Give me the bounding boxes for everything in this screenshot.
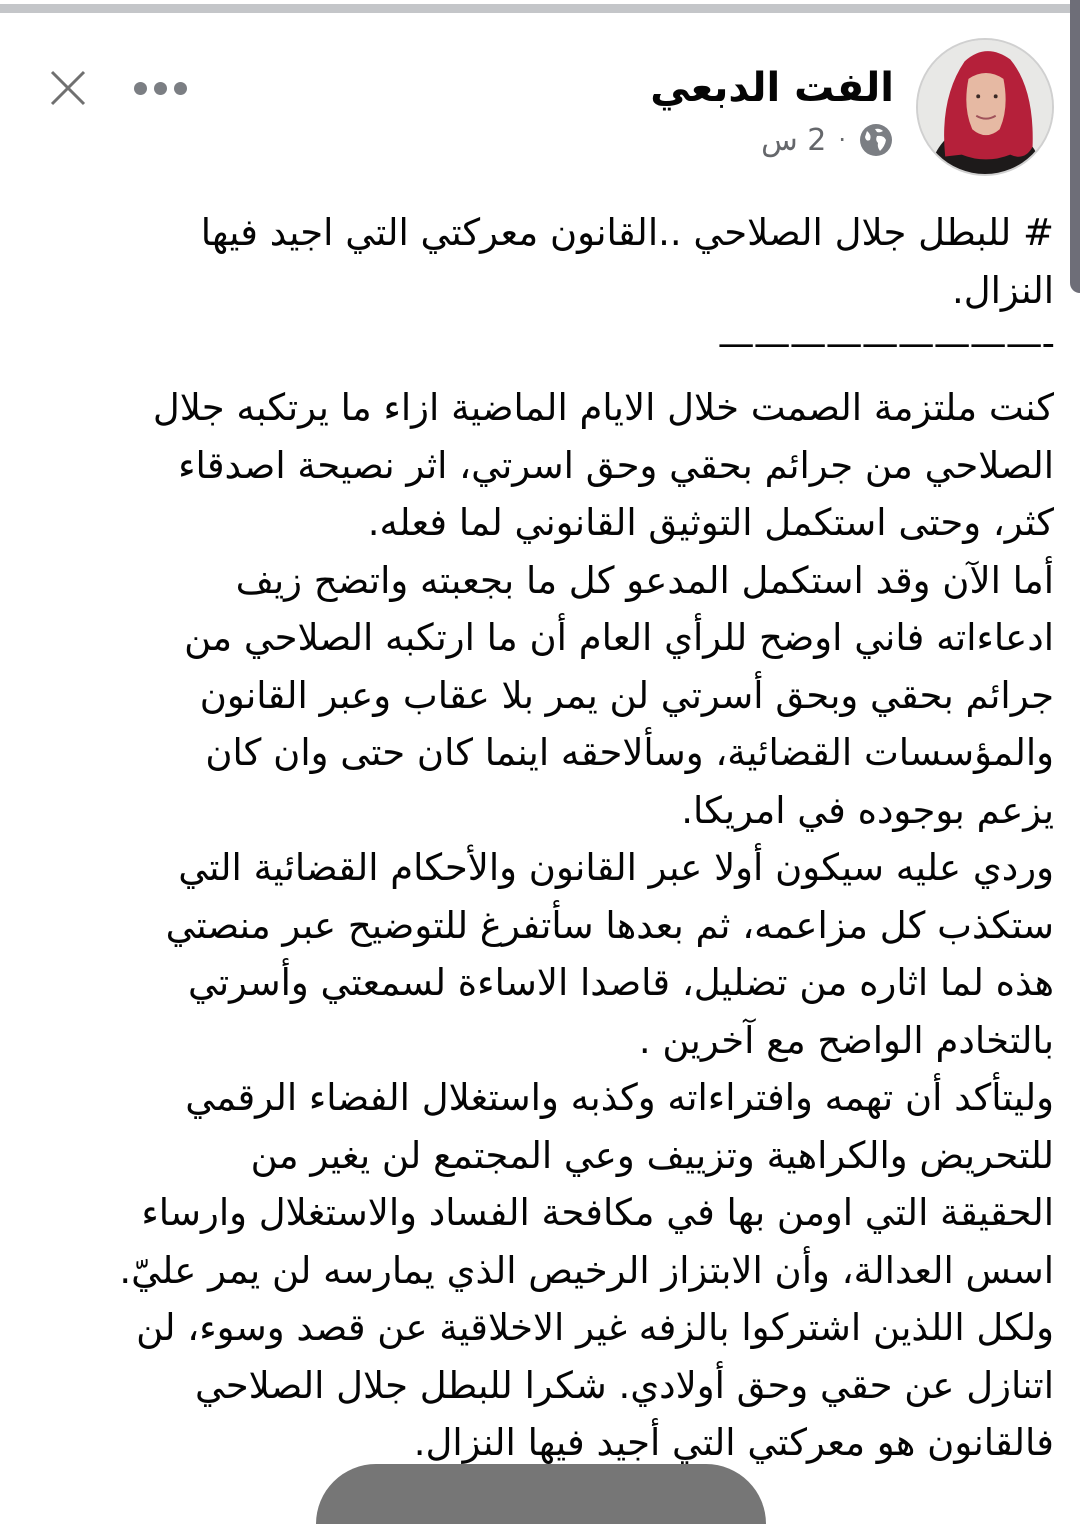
post-body-line: بالتخادم الواضح مع آخرين . xyxy=(638,1018,1054,1062)
post-title-line: النزال. xyxy=(951,268,1054,312)
meta-separator: · xyxy=(838,126,846,154)
post-body-line: أما الآن وقد استكمل المدعو كل ما بجعبته واتضح زيف xyxy=(235,558,1054,602)
close-icon[interactable] xyxy=(48,68,88,108)
post-body-line: اتنازل عن حقي وحق أولادي. شكرا للبطل جلال الصلاحي xyxy=(194,1363,1054,1407)
post-body-line: والمؤسسات القضائية، وسألاحقه اينما كان حتى وان كان xyxy=(205,731,1054,774)
post-body-line: اسس العدالة، وأن الابتزاز الرخيص الذي يمارسه لن يمر عليّ. xyxy=(119,1248,1054,1292)
scrollbar[interactable] xyxy=(1070,0,1080,293)
post-body-line: كنت ملتزمة الصمت خلال الايام الماضية ازاء ما يرتكبه جلال xyxy=(152,386,1054,429)
author-name[interactable]: الفت الدبعي xyxy=(650,65,894,111)
post-body-line: ستكذب كل مزاعمه، ثم بعدها سأتفرغ للتوضيح عبر منصتي xyxy=(165,903,1054,947)
post-body-line: جرائم بحقي وبحق أسرتي لن يمر بلا عقاب وعبر القانون xyxy=(199,673,1054,717)
bottom-overlay-button[interactable] xyxy=(316,1464,766,1524)
text-divider: -————————— xyxy=(717,322,1054,365)
top-sheet-bar xyxy=(0,4,1080,13)
dot-icon xyxy=(154,82,167,95)
post-header-actions xyxy=(48,68,187,108)
post-body-line: الصلاحي من جرائم بحقي وحق اسرتي، اثر نصيحة اصدقاء xyxy=(178,443,1054,487)
post-body-line: للتحريض والكراهية وتزييف وعي المجتمع لن يغير من xyxy=(250,1133,1054,1177)
post-body-line: ادعاءاته فاني اوضح للرأي العام أن ما ارتكبه الصلاحي من xyxy=(184,616,1054,659)
post-title-line: # للبطل جلال الصلاحي ..القانون معركتي التي اجيد فيها xyxy=(200,211,1054,254)
post-body-line: هذه لما اثاره من تضليل، قاصدا الاساءة لسمعتي وأسرتي xyxy=(188,961,1054,1004)
post-meta xyxy=(761,117,894,163)
globe-icon[interactable] xyxy=(858,122,894,158)
author-avatar[interactable] xyxy=(916,38,1054,176)
post-body-line: يزعم بوجوده في امريكا. xyxy=(681,788,1054,832)
more-options-icon[interactable] xyxy=(134,82,187,95)
post-body-line: ولكل اللذين اشتركوا بالزفه غير الاخلاقية عن قصد وسوء، لن xyxy=(136,1306,1054,1349)
dot-icon xyxy=(174,82,187,95)
avatar-photo xyxy=(918,40,1052,174)
post-text xyxy=(30,204,1054,1472)
dot-icon xyxy=(134,82,147,95)
post-timestamp[interactable]: 2 س xyxy=(761,122,827,158)
post-body-line: وردي عليه سيكون أولا عبر القانون والأحكام القضائية التي xyxy=(178,846,1054,889)
post-body-line: فالقانون هو معركتي التي أجيد فيها النزال. xyxy=(413,1421,1054,1464)
post-body-line: كثر، وحتى استكمل التوثيق القانوني لما فعله. xyxy=(367,501,1054,544)
post-body-line: وليتأكد أن تهمه وافتراءاته وكذبه واستغلال الفضاء الرقمي xyxy=(185,1076,1054,1119)
post-body-line: الحقيقة التي اومن بها في مكافحة الفساد والاستغلال وارساء xyxy=(141,1191,1054,1234)
